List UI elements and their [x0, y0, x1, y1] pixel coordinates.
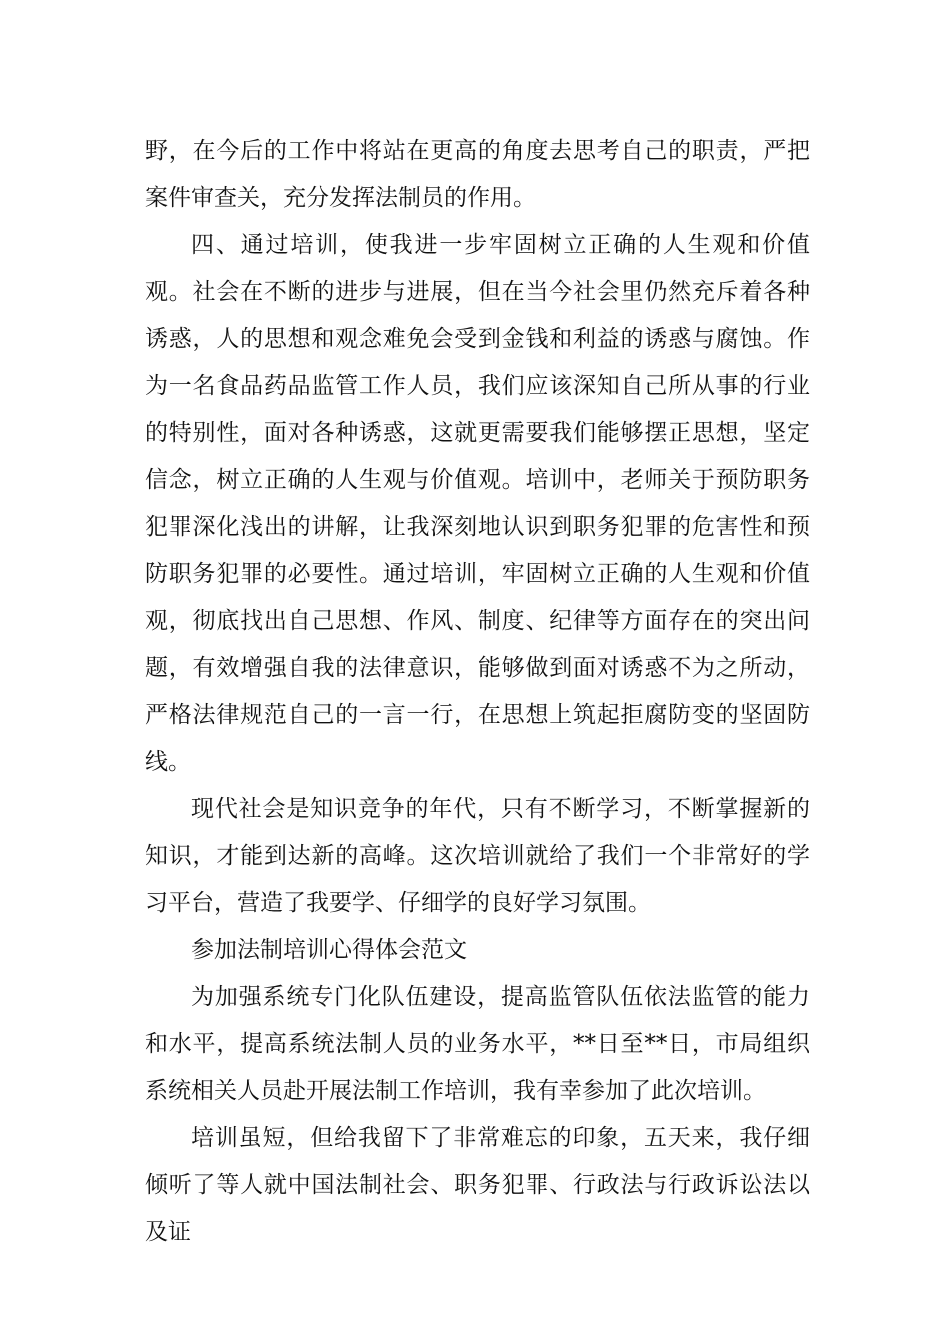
paragraph-continuation: 野，在今后的工作中将站在更高的角度去思考自己的职责，严把案件审查关，充分发挥法制员的作用。 [145, 138, 810, 211]
paragraph-training-impression: 培训虽短，但给我留下了非常难忘的印象，五天来，我仔细倾听了等人就中国法制社会、职务犯罪、行政法与行政诉讼法以及证 [145, 1125, 810, 1245]
paragraph-intro: 为加强系统专门化队伍建设，提高监管队伍依法监管的能力和水平，提高系统法制人员的业务水平，**日至**日，市局组织系统相关人员赴开展法制工作培训，我有幸参加了此次培训。 [145, 984, 810, 1104]
paragraph-section-four: 四、通过培训，使我进一步牢固树立正确的人生观和价值观。社会在不断的进步与进展，但在当今社会里仍然充斥着各种诱惑，人的思想和观念难免会受到金钱和利益的诱惑与腐蚀。作为一名食品药品监管工作人员，我们应该深知自己所从事的行业的特别性，面对各种诱惑，这就更需要我们能够摆正思想，坚定信念，树立正确的人生观与价值观。培训中，老师关于预防职务犯罪深化浅出的讲解，让我深刻地认识到职务犯罪的危害性和预防职务犯罪的必要性。通过培训，牢固树立正确的人生观和价值观，彻底找出自己思想、作风、制度、纪律等方面存在的突出问题，有效增强自我的法律意识，能够做到面对诱惑不为之所动，严格法律规范自己的一言一行，在思想上筑起拒腐防变的坚固防线。 [145, 232, 810, 775]
document-body [145, 128, 810, 1256]
article-heading: 参加法制培训心得体会范文 [191, 937, 467, 963]
paragraph-conclusion: 现代社会是知识竞争的年代，只有不断学习，不断掌握新的知识，才能到达新的高峰。这次培训就给了我们一个非常好的学习平台，营造了我要学、仔细学的良好学习氛围。 [145, 796, 810, 916]
